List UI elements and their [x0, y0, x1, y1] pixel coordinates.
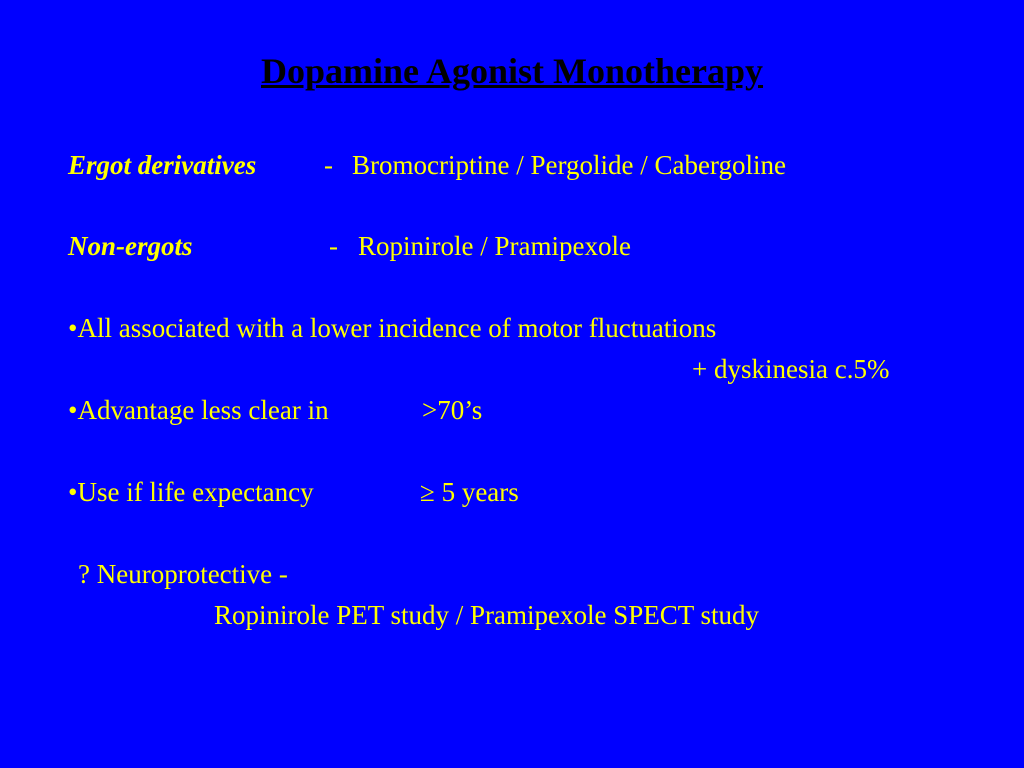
bullet-life-expectancy-text: •Use if life expectancy — [68, 477, 314, 507]
ergot-separator: - — [324, 150, 333, 180]
non-ergot-separator: - — [329, 231, 338, 261]
non-ergot-term: Non-ergots — [68, 231, 193, 261]
neuroprotective-studies: Ropinirole PET study / Pramipexole SPECT study — [214, 600, 760, 630]
bullet-dyskinesia: + dyskinesia c.5% — [692, 354, 890, 384]
ergot-line — [68, 148, 968, 182]
bullet-life-expectancy — [68, 475, 668, 509]
bullet-motor-fluctuations: •All associated with a lower incidence of motor fluctuations — [68, 313, 717, 343]
bullet-advantage-text: •Advantage less clear in — [68, 395, 329, 425]
slide-title: Dopamine Agonist Monotherapy — [260, 51, 764, 91]
bullet-advantage — [68, 393, 668, 427]
ergot-drugs: Bromocriptine / Pergolide / Cabergoline — [352, 150, 786, 180]
bullet-advantage-value: >70’s — [422, 395, 483, 425]
bullet-life-expectancy-value: ≥ 5 years — [420, 477, 519, 507]
neuroprotective-question: ? Neuroprotective - — [78, 559, 288, 589]
ergot-term: Ergot derivatives — [68, 150, 257, 180]
non-ergot-drugs: Ropinirole / Pramipexole — [358, 231, 631, 261]
non-ergot-line — [68, 229, 968, 263]
